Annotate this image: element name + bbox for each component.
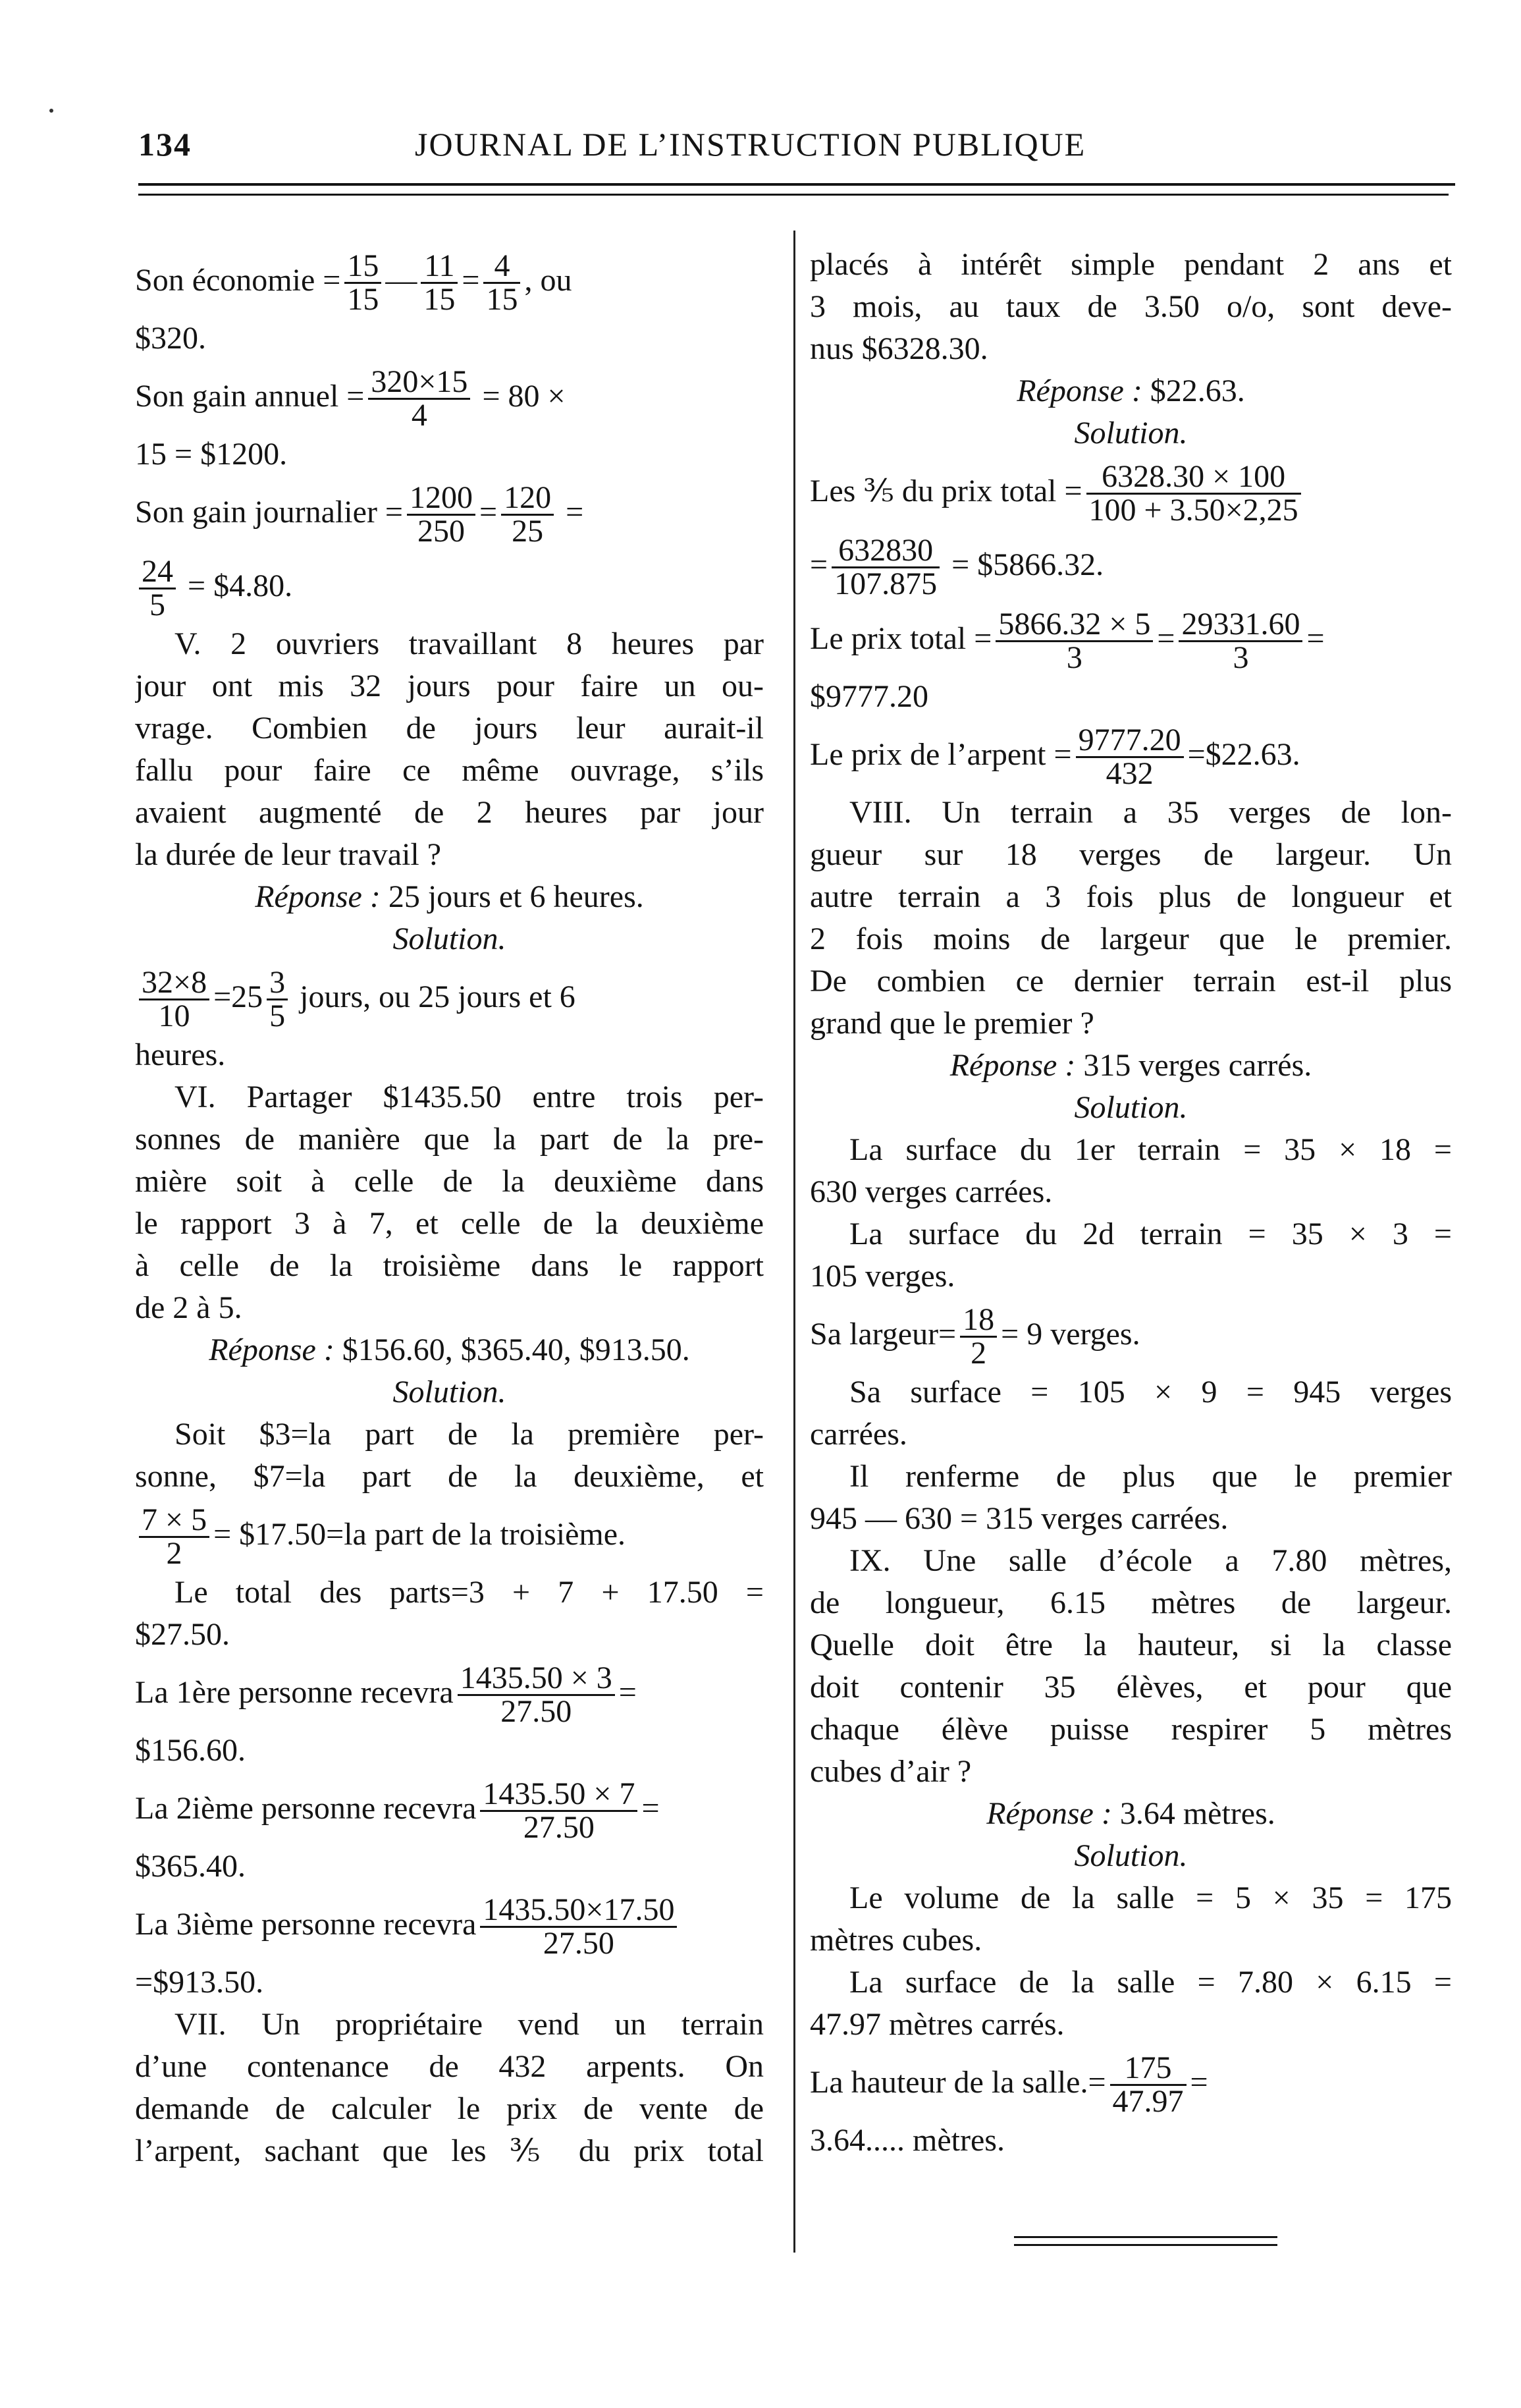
text-line: Il renferme de plus que le premier: [849, 1459, 1452, 1494]
text-line: de longueur, 6.15 mètres de largeur.: [810, 1585, 1452, 1620]
fraction-numerator: 9777.20: [1076, 725, 1184, 758]
text-line: d’une contenance de 432 arpents. On: [135, 2049, 764, 2084]
formula-suffix: =: [558, 495, 584, 530]
formula-line: [810, 602, 1452, 676]
fraction-denominator: 3: [1233, 640, 1249, 676]
fraction-numerator: 120: [501, 482, 554, 516]
fraction: [458, 1662, 615, 1728]
solution-heading: Solution.: [1074, 1090, 1188, 1125]
fraction-denominator: 27.50: [500, 1694, 572, 1730]
formula-suffix: = $4.80.: [180, 568, 293, 603]
fraction: [368, 366, 470, 431]
end-rule: [1014, 2236, 1277, 2238]
fraction-denominator: 47.97: [1112, 2084, 1184, 2120]
solution-heading: Solution.: [392, 921, 506, 956]
fraction: [344, 250, 381, 315]
formula-suffix: =25: [213, 979, 263, 1014]
fraction-denominator: 15: [423, 282, 456, 317]
text-line: mière soit à celle de la deuxième dans: [135, 1164, 764, 1199]
answer-line: [135, 876, 764, 918]
fraction: [1110, 2052, 1187, 2118]
fraction: [501, 482, 554, 547]
header-rule: [138, 183, 1455, 186]
text-line: chaque élève puisse respirer 5 mètres: [810, 1712, 1452, 1747]
formula-prefix: Le prix total =: [810, 621, 992, 656]
answer-value: $156.60, $365.40, $913.50.: [334, 1332, 690, 1367]
answer-value: $22.63.: [1142, 373, 1245, 408]
answer-label: Réponse :: [209, 1332, 334, 1367]
fraction: [996, 609, 1153, 674]
text-line: l’arpent, sachant que les ⅗ du prix total: [135, 2133, 764, 2168]
fraction-numerator: 24: [139, 556, 176, 589]
formula-line: [135, 960, 764, 1034]
formula-suffix: jours, ou 25 jours et 6: [292, 979, 575, 1014]
answer-line: [810, 1793, 1452, 1835]
formula-line: [810, 1298, 1452, 1371]
formula-line: [135, 476, 764, 549]
fraction: [407, 482, 475, 547]
formula-prefix: La 2ième personne recevra: [135, 1791, 477, 1826]
fraction-numerator: 18: [960, 1304, 997, 1338]
text-line: V. 2 ouvriers travaillant 8 heures par: [174, 626, 764, 661]
text-line: VII. Un propriétaire vend un terrain: [174, 2007, 764, 2042]
formula-operator: =: [462, 263, 480, 298]
text-line: le rapport 3 à 7, et celle de la deuxième: [135, 1206, 764, 1241]
answer-line: [810, 1045, 1452, 1087]
text-line: carrées.: [810, 1417, 907, 1452]
text-line: $27.50.: [135, 1617, 230, 1652]
solution-heading: Solution.: [1074, 416, 1188, 451]
text-line: Le total des parts=3 + 7 + 17.50 =: [174, 1575, 764, 1610]
fraction-denominator: 25: [512, 514, 544, 549]
text-line: la durée de leur travail ?: [135, 837, 442, 872]
formula-line: [810, 454, 1452, 528]
answer-line: [810, 370, 1452, 412]
answer-value: 3.64 mètres.: [1111, 1796, 1275, 1831]
formula-prefix: La hauteur de la salle.=: [810, 2065, 1106, 2100]
text-line: La surface du 2d terrain = 35 × 3 =: [849, 1217, 1452, 1251]
text-line: IX. Une salle d’école a 7.80 mètres,: [849, 1543, 1452, 1578]
formula-operator: =: [479, 495, 498, 530]
formula-operator: —: [385, 263, 417, 298]
fraction: [267, 967, 288, 1032]
answer-value: 315 verges carrés.: [1075, 1048, 1312, 1083]
fraction-denominator: 432: [1106, 756, 1154, 792]
fraction-numerator: 32×8: [139, 967, 209, 1000]
text-line: à celle de la troisième dans le rapport: [135, 1248, 764, 1283]
text-line: 945 — 630 = 315 verges carrées.: [810, 1501, 1229, 1536]
formula-line: [810, 718, 1452, 792]
formula-prefix: Sa largeur=: [810, 1317, 957, 1352]
left-column: [135, 244, 764, 2172]
formula-prefix: Son gain annuel =: [135, 379, 365, 414]
formula-line: [135, 1498, 764, 1572]
end-rule-lower: [1014, 2244, 1277, 2246]
text-line: fallu pour faire ce même ouvrage, s’ils: [135, 753, 764, 788]
fraction-numerator: 175: [1110, 2052, 1187, 2086]
text-line: grand que le premier ?: [810, 1006, 1094, 1041]
text-line: nus $6328.30.: [810, 331, 988, 366]
text-line: doit contenir 35 élèves, et pour que: [810, 1670, 1452, 1705]
formula-suffix: = 9 verges.: [1001, 1317, 1140, 1352]
formula-suffix: =: [618, 1675, 637, 1710]
fraction-denominator: 10: [158, 999, 190, 1034]
text-line: 3.64..... mètres.: [810, 2123, 1005, 2158]
text-line: La surface du 1er terrain = 35 × 18 =: [849, 1132, 1452, 1167]
formula-prefix: La 1ère personne recevra: [135, 1675, 454, 1710]
fraction-denominator: 3: [1066, 640, 1082, 676]
fraction-denominator: 4: [411, 398, 427, 433]
fraction-numerator: 5866.32 × 5: [996, 609, 1153, 642]
fraction-denominator: 100 + 3.50×2,25: [1088, 493, 1298, 528]
formula-line: [135, 1656, 764, 1730]
formula-line: [135, 1888, 764, 1961]
fraction-denominator: 27.50: [543, 1926, 614, 1961]
fraction: [1076, 725, 1184, 790]
solution-heading: Solution.: [1074, 1838, 1188, 1873]
fraction: [483, 250, 520, 315]
text-line: Quelle doit être la hauteur, si la classe: [810, 1628, 1452, 1662]
text-line: avaient augmenté de 2 heures par jour: [135, 795, 764, 830]
fraction: [139, 1504, 209, 1570]
formula-suffix: =: [641, 1791, 660, 1826]
fraction-denominator: 2: [166, 1536, 182, 1572]
fraction-numerator: 4: [483, 250, 520, 284]
text-line: $365.40.: [135, 1849, 246, 1884]
fraction: [421, 250, 458, 315]
fraction: [832, 535, 940, 600]
formula-suffix: = $17.50=la part de la troisième.: [213, 1517, 626, 1552]
fraction-numerator: 632830: [832, 535, 940, 568]
fraction-numerator: 7 × 5: [139, 1504, 209, 1538]
formula-suffix: =: [1306, 621, 1325, 656]
formula-suffix: =$22.63.: [1187, 737, 1300, 772]
text-line: vrage. Combien de jours leur aurait-il: [135, 711, 764, 746]
text-line: VIII. Un terrain a 35 verges de lon-: [849, 795, 1452, 830]
text-line: sonne, $7=la part de la deuxième, et: [135, 1459, 764, 1494]
ink-speck: [49, 109, 53, 113]
formula-prefix: Les ⅗ du prix total =: [810, 474, 1082, 508]
solution-heading: Solution.: [392, 1375, 506, 1409]
answer-line: [135, 1329, 764, 1371]
text-line: 47.97 mètres carrés.: [810, 2007, 1065, 2042]
page-header: [138, 125, 1449, 171]
formula-prefix: Le prix de l’arpent =: [810, 737, 1072, 772]
text-line: Sa surface = 105 × 9 = 945 verges: [849, 1375, 1452, 1409]
formula-prefix: Son économie =: [135, 263, 341, 298]
answer-value: 25 jours et 6 heures.: [380, 879, 644, 914]
formula-line: [810, 2046, 1452, 2120]
answer-label: Réponse :: [986, 1796, 1112, 1831]
fraction-numerator: 3: [267, 967, 288, 1000]
text-line: mètres cubes.: [810, 1923, 982, 1957]
text-line: 105 verges.: [810, 1259, 955, 1294]
formula-suffix: =: [1190, 2065, 1208, 2100]
fraction-denominator: 27.50: [523, 1810, 595, 1846]
answer-label: Réponse :: [255, 879, 381, 914]
text-line: demande de calculer le prix de vente de: [135, 2091, 764, 2126]
formula-prefix: La 3ième personne recevra: [135, 1907, 477, 1942]
fraction-numerator: 1435.50 × 3: [458, 1662, 615, 1696]
formula-line: [135, 360, 764, 433]
formula-line: [135, 1772, 764, 1846]
fraction-denominator: 2: [971, 1336, 987, 1371]
page-number: 134: [138, 126, 192, 163]
text-line: sonnes de manière que la part de la pre-: [135, 1122, 764, 1157]
right-column: [810, 244, 1452, 2162]
formula-line: [810, 528, 1452, 602]
text-line: =$913.50.: [135, 1965, 264, 2000]
text-line: 3 mois, au taux de 3.50 o/o, sont deve-: [810, 289, 1452, 324]
fraction-denominator: 5: [269, 999, 286, 1034]
formula-line: [135, 244, 764, 317]
fraction-numerator: 15: [344, 250, 381, 284]
formula-line: [135, 549, 764, 623]
fraction-denominator: 5: [149, 588, 165, 623]
text-line: cubes d’air ?: [810, 1754, 972, 1789]
fraction-denominator: 250: [417, 514, 465, 549]
fraction: [480, 1894, 677, 1959]
answer-label: Réponse :: [1017, 373, 1142, 408]
text-line: jour ont mis 32 jours pour faire un ou-: [135, 669, 764, 703]
text-line: De combien ce dernier terrain est-il plus: [810, 964, 1452, 999]
formula-suffix: = 80 ×: [474, 379, 566, 414]
journal-title: JOURNAL DE L’INSTRUCTION PUBLIQUE: [415, 126, 1086, 163]
fraction-numerator: 29331.60: [1179, 609, 1302, 642]
formula-suffix: = $5866.32.: [944, 547, 1104, 582]
fraction-numerator: 1200: [407, 482, 475, 516]
text-line: $320.: [135, 321, 206, 356]
fraction: [1179, 609, 1302, 674]
fraction: [139, 967, 209, 1032]
fraction-numerator: 1435.50×17.50: [480, 1894, 677, 1928]
text-line: $9777.20: [810, 679, 928, 714]
text-line: 2 fois moins de largeur que le premier.: [810, 921, 1452, 956]
fraction-denominator: 15: [486, 282, 518, 317]
formula-prefix: Son gain journalier =: [135, 495, 403, 530]
text-line: 15 = $1200.: [135, 437, 288, 472]
text-line: VI. Partager $1435.50 entre trois per-: [174, 1080, 764, 1114]
fraction-numerator: 11: [421, 250, 458, 284]
fraction: [960, 1304, 997, 1369]
fraction-numerator: 6328.30 × 100: [1086, 461, 1301, 495]
fraction-denominator: 107.875: [834, 566, 938, 602]
fraction: [139, 556, 176, 621]
fraction: [480, 1778, 637, 1844]
text-line: de 2 à 5.: [135, 1290, 242, 1325]
header-rule-thin: [138, 194, 1449, 196]
fraction: [1086, 461, 1301, 526]
text-line: autre terrain a 3 fois plus de longueur et: [810, 879, 1452, 914]
fraction-numerator: 1435.50 × 7: [480, 1778, 637, 1812]
text-line: 630 verges carrées.: [810, 1174, 1053, 1209]
formula-suffix: , ou: [524, 263, 572, 298]
text-line: heures.: [135, 1037, 226, 1072]
text-line: Soit $3=la part de la première per-: [174, 1417, 764, 1452]
text-line: Le volume de la salle = 5 × 35 = 175: [849, 1880, 1452, 1915]
formula-prefix: =: [810, 547, 828, 582]
fraction-numerator: 320×15: [368, 366, 470, 400]
answer-label: Réponse :: [949, 1048, 1076, 1083]
fraction-denominator: 15: [347, 282, 379, 317]
text-line: La surface de la salle = 7.80 × 6.15 =: [849, 1965, 1452, 2000]
text-line: $156.60.: [135, 1733, 246, 1768]
text-line: gueur sur 18 verges de largeur. Un: [810, 837, 1452, 872]
text-line: placés à intérêt simple pendant 2 ans et: [810, 247, 1452, 282]
column-divider: [793, 231, 795, 2253]
formula-suffix: =: [1157, 621, 1175, 656]
